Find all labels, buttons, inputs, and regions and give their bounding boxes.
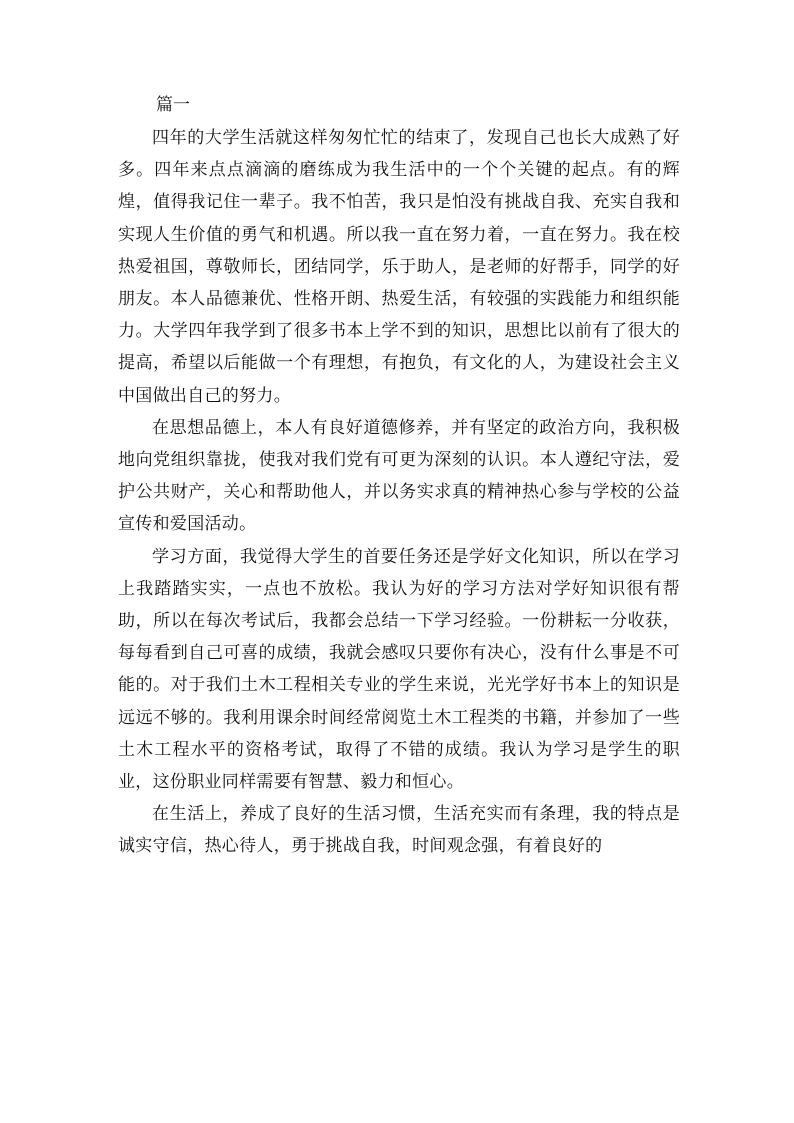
paragraph-2: 在思想品德上，本人有良好道德修养，并有坚定的政治方向，我积极地向党组织靠拢，使我对我们党有可更为深刻的认识。本人遵纪守法，爱护公共财产，关心和帮助他人，并以务实求真的精神热心参与学校的公益宣传和爱国活动。 (118, 417, 680, 535)
document-page (118, 88, 680, 863)
section-heading: 篇一 (156, 95, 190, 115)
paragraph-1: 四年的大学生活就这样匆匆忙忙的结束了，发现自己也长大成熟了好多。四年来点点滴滴的磨练成为我生活中的一个个关键的起点。有的辉煌，值得我记住一辈子。我不怕苦，我只是怕没有挑战自我、充实自我和实现人生价值的勇气和机遇。所以我一直在努力着，一直在努力。我在校热爱祖国，尊敬师长，团结同学，乐于助人，是老师的好帮手，同学的好朋友。本人品德兼优、性格开朗、热爱生活，有较强的实践能力和组织能力。大学四年我学到了很多书本上学不到的知识，思想比以前有了很大的提高，希望以后能做一个有理想，有抱负，有文化的人，为建设社会主义中国做出自己的努力。 (118, 128, 680, 406)
paragraph-3: 学习方面，我觉得大学生的首要任务还是学好文化知识，所以在学习上我踏踏实实，一点也不放松。我认为好的学习方法对学好知识很有帮助，所以在每次考试后，我都会总结一下学习经验。一份耕耘一分收获，每每看到自己可喜的成绩，我就会感叹只要你有决心，没有什么事是不可能的。对于我们土木工程相关专业的学生来说，光光学好书本上的知识是远远不够的。我利用课余时间经常阅览土木工程类的书籍，并参加了一些土木工程水平的资格考试，取得了不错的成绩。我认为学习是学生的职业，这份职业同样需要有智慧、毅力和恒心。 (118, 546, 680, 793)
paragraph-4: 在生活上，养成了良好的生活习惯，生活充实而有条理，我的特点是诚实守信，热心待人，勇于挑战自我，时间观念强，有着良好的 (118, 804, 680, 857)
